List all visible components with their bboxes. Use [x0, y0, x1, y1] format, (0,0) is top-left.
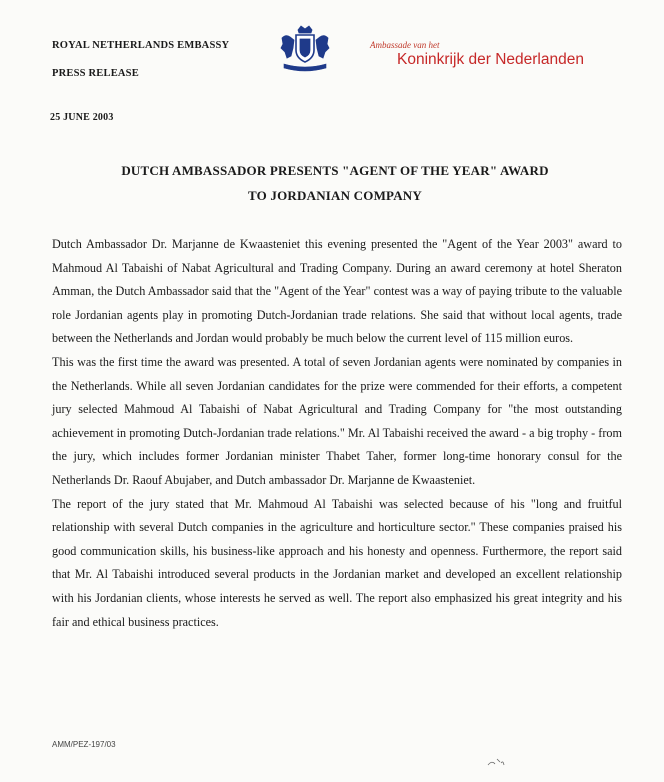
headline-line-2: TO JORDANIAN COMPANY — [248, 188, 422, 203]
paragraph: Dutch Ambassador Dr. Marjanne de Kwaasteniet this evening presented the "Agent of the Year 2003" award to Mahmoud Al Tabaishi of Nabat Agricultural and Trading Company. During an award ceremony at hotel Sheraton Amman, the Dutch Ambassador said that the "Agent of the Year" contest was a way of paying tribute to the valuable role Jordanian agents play in promoting Dutch-Jordanian trade relations. She said that without local agents, trade between the Netherlands and Jordan would probably be much below the current level of 115 million euros. — [52, 237, 622, 346]
royal-coat-of-arms-icon — [276, 24, 334, 72]
headline-line-1: DUTCH AMBASSADOR PRESENTS "AGENT OF THE YEAR" AWARD — [121, 163, 549, 178]
scan-artifact-icon — [486, 756, 506, 768]
paragraph: This was the first time the award was presented. A total of seven Jordanian agents were nominated by companies in the Netherlands. While all seven Jordanian candidates for the prize were commended for their efforts, a competent jury selected Mahmoud Al Tabaishi of Nabat Agricultural and Trading Company for "the most outstanding achievement in promoting Dutch-Jordanian trade relations." Mr. Al Tabaishi received the award - a big trophy - from the jury, which includes former Jordanian minister Thabet Taher, former long-time honorary consul for the Netherlands Dr. Raouf Abujaber, and Dutch ambassador Dr. Marjanne de Kwaasteniet. — [52, 354, 622, 487]
document-type: PRESS RELEASE — [52, 68, 139, 79]
paragraph: The report of the jury stated that Mr. Mahmoud Al Tabaishi was selected because of his "long and fruitful relationship with several Dutch companies in the agriculture and horticulture sector." These companies praised his good communication skills, his business-like approach and his honesty and openness. Furthermore, the report said that Mr. Al Tabaishi introduced several products in the Jordanian market and developed an excellent relationship with his Jordanian clients, whose interests he served as well. The report also emphasized his great integrity and his fair and ethical business practices. — [52, 496, 622, 629]
tagline-large: Koninkrijk der Nederlanden — [397, 51, 584, 68]
release-date: 25 JUNE 2003 — [50, 112, 114, 123]
embassy-name: ROYAL NETHERLANDS EMBASSY — [52, 40, 230, 51]
tagline-small: Ambassade van het — [370, 40, 440, 50]
article-body — [52, 233, 622, 634]
footer-reference: AMM/PEZ-197/03 — [52, 740, 116, 749]
